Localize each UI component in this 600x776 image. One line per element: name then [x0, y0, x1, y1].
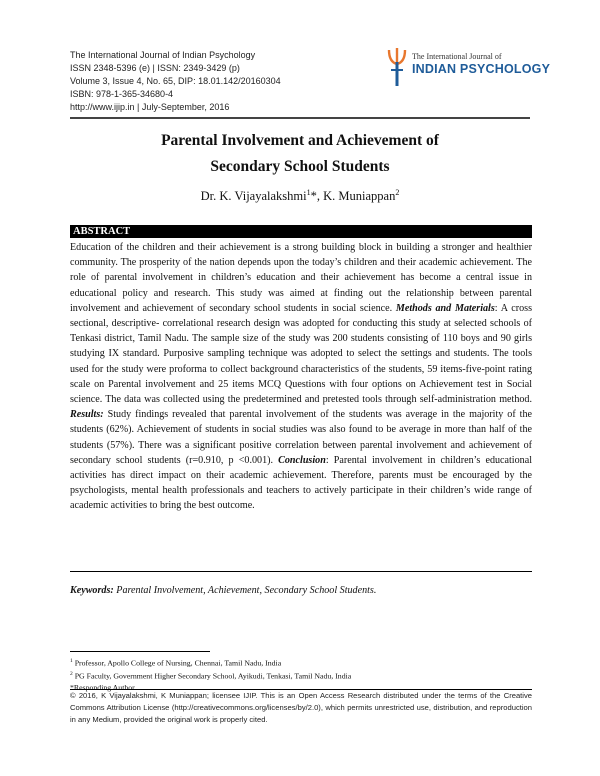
license-text: © 2016, K Vijayalakshmi, K Muniappan; licensee IJIP. This is an Open Access Research distributed under the terms of the Creative Commons Attribution License (http://creativecommons.org/licenses/by/2.0), which permits unrestricted use, distribution, and reproduction in any Medium, provided the original work is properly cited. — [70, 691, 532, 724]
abstract-part-2: : A cross sectional, descriptive- correlational research design was adopted for conducting this study at selected schools of Tenkasi district, Tamil Nadu. The sample size of the study was 200 students consisting of 110 boys and 90 girls studying IX standard. Purposive sampling technique was adopted to select the settings and students. The tools used for the study were proforma to collect background characteristics of the students, 59 items-five-point rating scale on Parental involvement and 25 items MCQ Questions with four options on Achievement test in Social science. The data was collected using the predetermined and pretested tools through self-administration method. — [70, 302, 533, 406]
url-date-line: http://www.ijip.in | July-September, 2016 — [70, 102, 230, 112]
author-line — [70, 188, 530, 204]
author-2: K. Muniappan — [323, 189, 396, 204]
journal-header — [70, 49, 370, 114]
title-line-2: Secondary School Students — [210, 158, 390, 175]
footnote-2-text: PG Faculty, Government Higher Secondary School, Ayikudi, Tenkasi, Tamil Nadu, India — [72, 671, 352, 681]
author-1-mark: *, — [310, 189, 324, 204]
trident-logo-icon — [386, 46, 408, 88]
footnote-1 — [70, 656, 532, 669]
paper-title — [70, 128, 530, 180]
logo-small-text: The International Journal of — [412, 52, 502, 61]
results-label: Results: — [70, 409, 104, 421]
abstract-part-4: : Parental involvement in children’s educational activities has direct impact on their academic achievement. Therefore, parents must be encouraged by the psychologists, mental health professionals and teachers to actively participate in their children’s wide range of academic activities to bring the best outcome. — [70, 454, 532, 512]
footnote-divider — [70, 651, 210, 652]
conclusion-label: Conclusion — [278, 454, 326, 466]
author-1-sup: 1 — [306, 188, 311, 197]
volume-line: Volume 3, Issue 4, No. 65, DIP: 18.01.142/20160304 — [70, 76, 281, 86]
methods-label: Methods and Materials — [395, 302, 495, 314]
footnote-3: *Responding Author — [70, 683, 135, 693]
author-2-sup: 2 — [395, 188, 400, 197]
footnote-1-text: Professor, Apollo College of Nursing, Chennai, Tamil Nadu, India — [72, 658, 282, 668]
logo-big-text: INDIAN PSYCHOLOGY — [412, 62, 551, 76]
abstract-divider — [70, 571, 532, 572]
journal-logo — [386, 46, 551, 90]
abstract-part-1: Education of the children and their achievement is a strong building block in building a stronger and healthier community. The prosperity of the nation depends upon the today’s children and their academic achievement. The role of parental involvement in children’s education and their achievement has become a central issue in educational policy and research. This study was aimed at finding out the relationship between parental involvement and achievement of secondary school students in social science. — [70, 242, 532, 314]
keywords-text: Parental Involvement, Achievement, Secondary School Students. — [113, 585, 377, 596]
author-1: Dr. K. Vijayalakshmi — [200, 189, 307, 204]
header-divider — [70, 117, 530, 119]
issn-line: ISSN 2348-5396 (e) | ISSN: 2349-3429 (p) — [70, 63, 240, 73]
abstract-heading: ABSTRACT — [70, 225, 532, 238]
abstract-body — [70, 240, 532, 514]
footnote-2-sup: 2 — [70, 671, 73, 678]
footnote-2 — [70, 669, 532, 682]
keywords — [70, 585, 532, 596]
abstract-part-3: Study findings revealed that parental involvement of the students was average in the majority of the students (62%). Achievement of students in social studies was also found to be average in more than half of the students (57%). There was a significant positive correlation between parental involvement and achievement of secondary school students (r=0.910, p <0.001). — [70, 409, 532, 466]
title-line-1: Parental Involvement and Achievement of — [161, 132, 439, 149]
footnote-1-sup: 1 — [70, 658, 73, 664]
isbn-line: ISBN: 978-1-365-34680-4 — [70, 89, 174, 99]
journal-name: The International Journal of Indian Psychology — [70, 50, 256, 60]
keywords-label: Keywords: — [70, 585, 114, 596]
